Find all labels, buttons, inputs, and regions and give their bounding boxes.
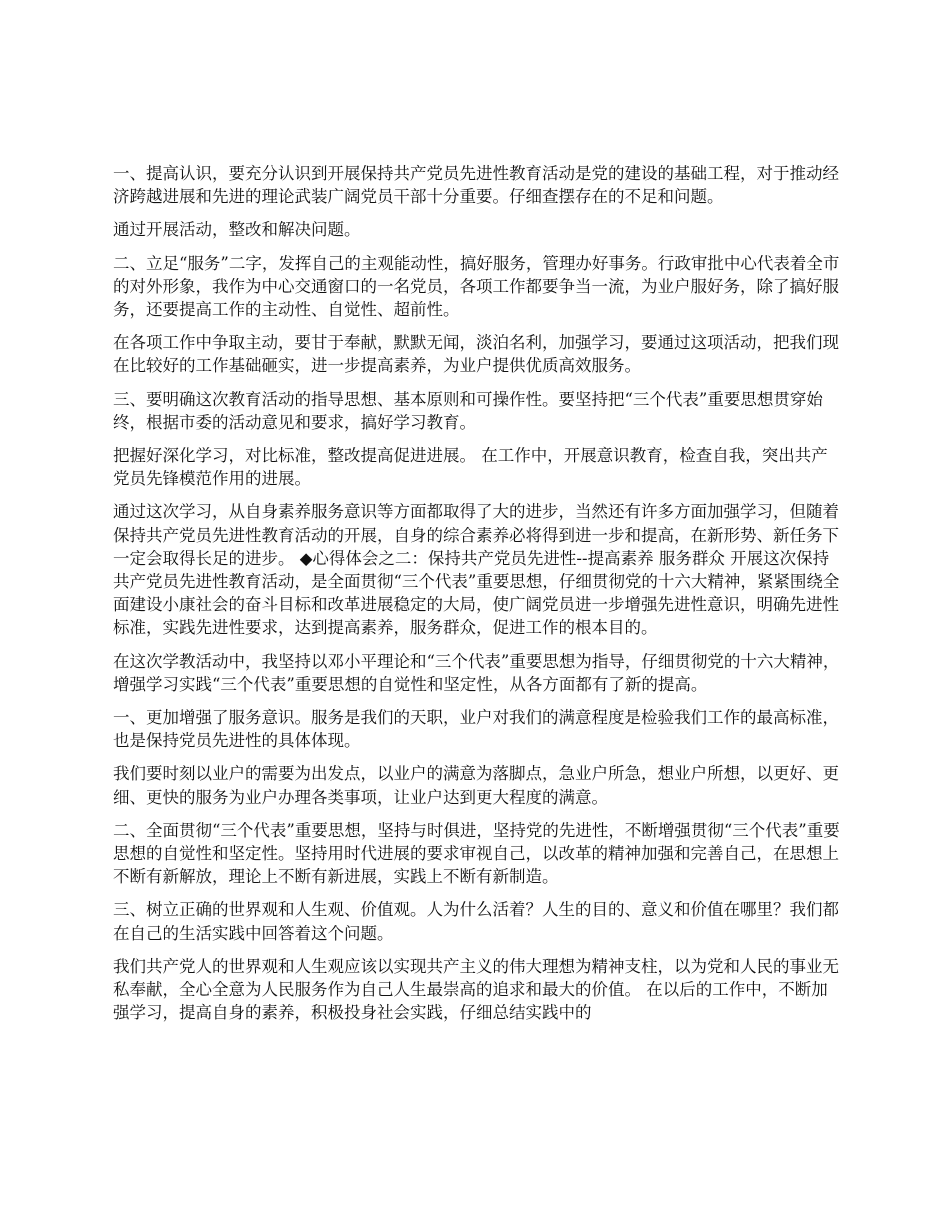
paragraph: 一、提高认识，要充分认识到开展保持共产党员先进性教育活动是党的建设的基础工程，对于推动经济跨越进展和先进的理论武装广阔党员干部十分重要。仔细查摆存在的不足和问题。 bbox=[113, 164, 839, 207]
paragraph: 我们要时刻以业户的需要为出发点，以业户的满意为落脚点，急业户所急，想业户所想，以更好、更细、更快的服务为业户办理各类事项，让业户达到更大程度的满意。 bbox=[113, 764, 839, 807]
paragraph: 三、树立正确的世界观和人生观、价值观。人为什么活着？人生的目的、意义和价值在哪里？我们都在自己的生活实践中回答着这个问题。 bbox=[113, 900, 839, 943]
paragraph: 在这次学教活动中，我坚持以邓小平理论和“三个代表”重要思想为指导，仔细贯彻党的十六大精神，增强学习实践“三个代表”重要思想的自觉性和坚定性，从各方面都有了新的提高。 bbox=[113, 651, 840, 694]
paragraph: 我们共产党人的世界观和人生观应该以实现共产主义的伟大理想为精神支柱，以为党和人民的事业无私奉献，全心全意为人民服务作为自己人生最崇高的追求和最大的价值。 在以后的工作中，不断加强学习，提高自身的素养，积极投身社会实践，仔细总结实践中的 bbox=[113, 956, 839, 1023]
paragraph: 在各项工作中争取主动，要甘于奉献，默默无闻，淡泊名利，加强学习，要通过这项活动，把我们现在比较好的工作基础砸实，进一步提高素养，为业户提供优质高效服务。 bbox=[113, 333, 839, 376]
paragraph: 三、要明确这次教育活动的指导思想、基本原则和可操作性。要坚持把“三个代表”重要思想贯穿始终，根据市委的活动意见和要求，搞好学习教育。 bbox=[113, 389, 823, 432]
document-body bbox=[113, 162, 840, 1035]
paragraph: 二、全面贯彻“三个代表”重要思想，坚持与时俱进，坚持党的先进性，不断增强贯彻“三个代表”重要思想的自觉性和坚定性。坚持用时代进展的要求审视自己，以改革的精神加强和完善自己，在思想上不断有新解放，理论上不断有新进展，实践上不断有新制造。 bbox=[113, 820, 840, 887]
paragraph: 二、立足“服务”二字，发挥自己的主观能动性，搞好服务，管理办好事务。行政审批中心代表着全市的对外形象，我作为中心交通窗口的一名党员，各项工作都要争当一流，为业户服好务，除了搞好服务，还要提高工作的主动性、自觉性、超前性。 bbox=[113, 253, 840, 320]
paragraph: 把握好深化学习，对比标准，整改提高促进进展。 在工作中，开展意识教育，检查自我，突出共产党员先锋模范作用的进展。 bbox=[113, 446, 828, 489]
paragraph: 通过这次学习，从自身素养服务意识等方面都取得了大的进步，当然还有许多方面加强学习，但随着保持共产党员先进性教育活动的开展，自身的综合素养必将得到进一步和提高，在新形势、新任务下一定会取得长足的进步。 ◆心得体会之二：保持共产党员先进性--提高素养 服务群众 开展这次保持共产党员先进性教育活动，是全面贯彻“三个代表”重要思想，仔细贯彻党的十六大精神，紧紧围绕全面建设小康社会的奋斗目标和改革进展稳定的大局，使广阔党员进一步增强先进性意识，明确先进性标准，实践先进性要求，达到提高素养，服务群众，促进工作的根本目的。 bbox=[113, 502, 840, 638]
paragraph: 一、更加增强了服务意识。服务是我们的天职，业户对我们的满意程度是检验我们工作的最高标准，也是保持党员先进性的具体体现。 bbox=[113, 708, 839, 751]
paragraph: 通过开展活动，整改和解决问题。 bbox=[113, 220, 361, 240]
